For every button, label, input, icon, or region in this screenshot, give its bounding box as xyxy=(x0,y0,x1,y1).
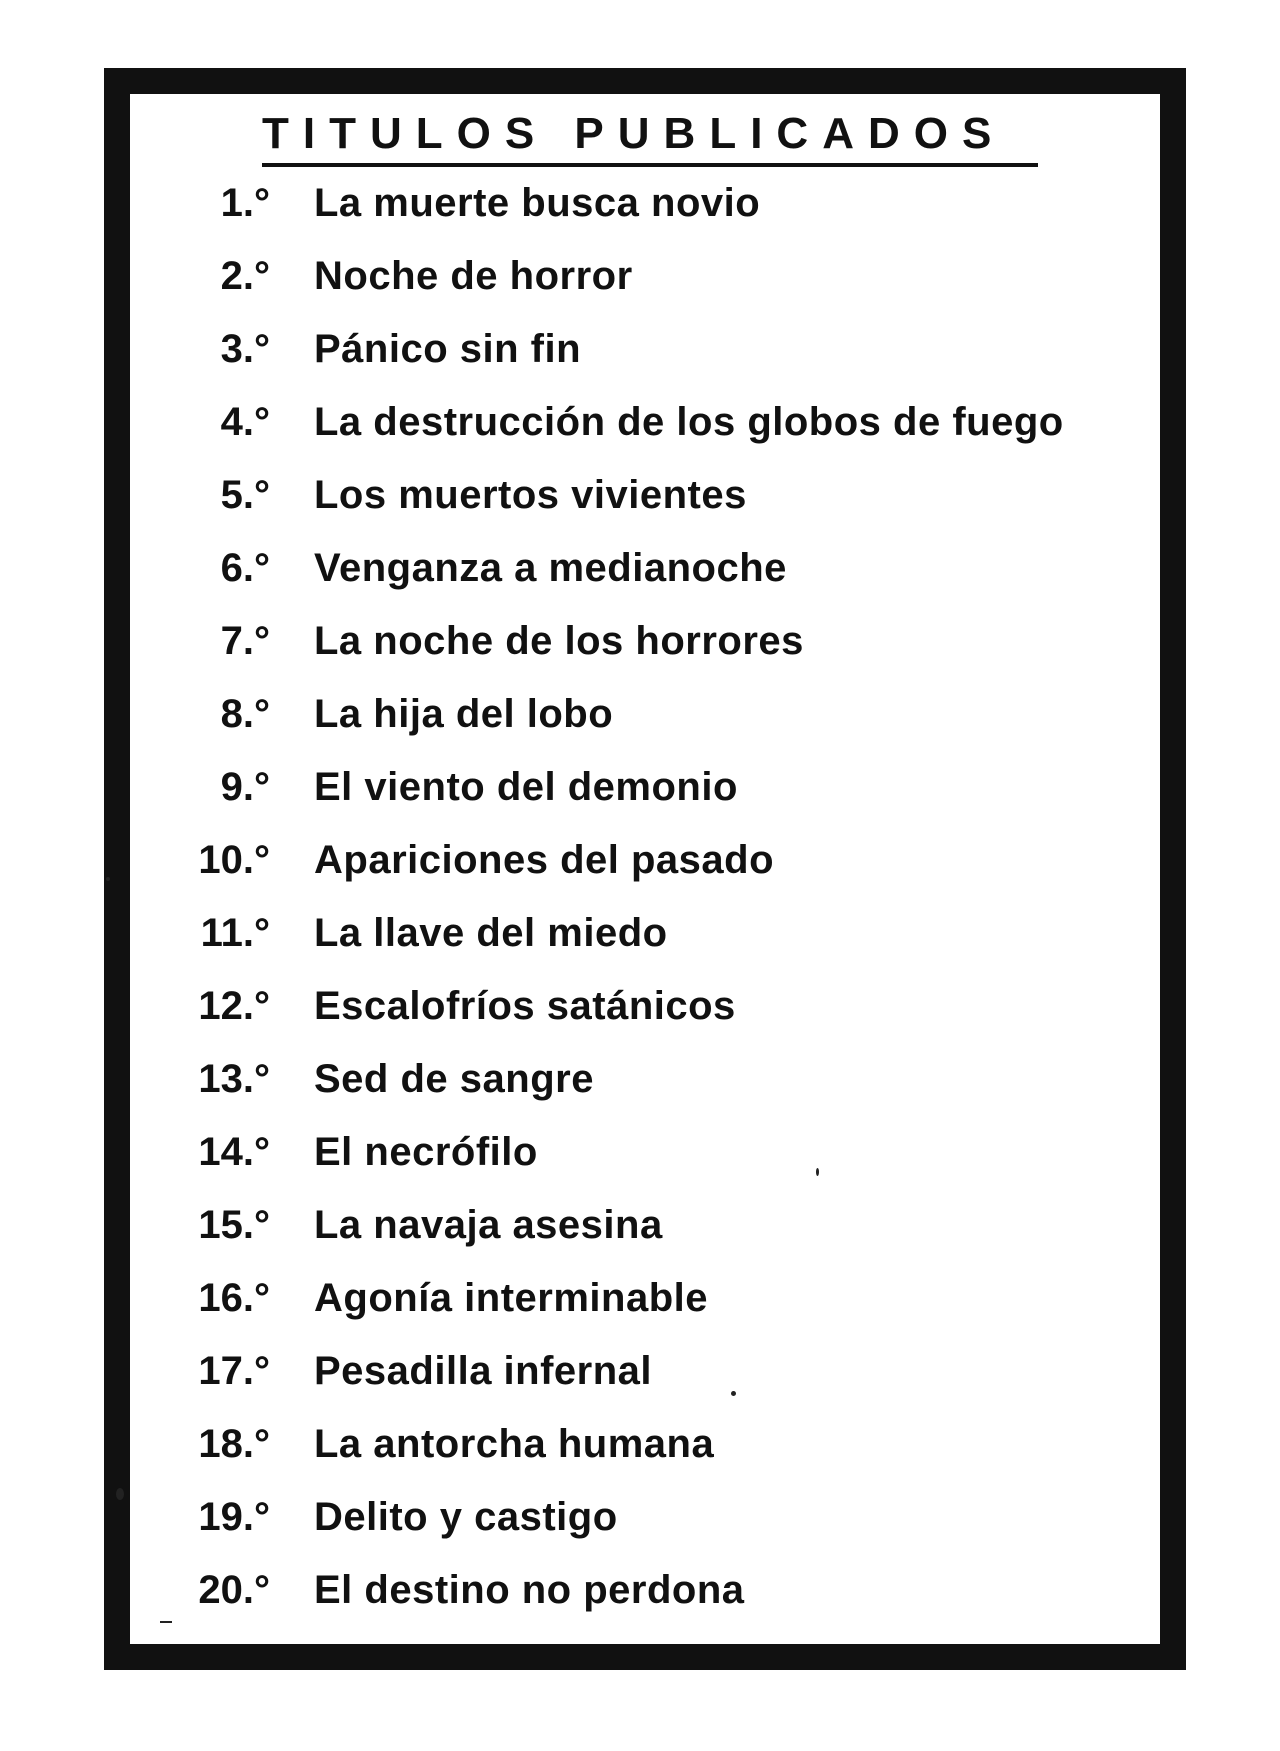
item-number: 11.° xyxy=(200,911,270,955)
item-title: Pánico sin fin xyxy=(314,327,582,371)
item-number: 5.° xyxy=(220,473,270,517)
item-number: 18.° xyxy=(198,1422,270,1466)
list-item xyxy=(170,678,1160,751)
item-number: 10.° xyxy=(198,838,270,882)
item-title: Pesadilla infernal xyxy=(314,1349,653,1393)
item-title: El viento del demonio xyxy=(314,765,738,809)
list-item xyxy=(170,1043,1160,1116)
scan-speck xyxy=(106,877,110,881)
item-title: La destrucción de los globos de fuego xyxy=(314,400,1064,444)
list-item xyxy=(170,1408,1160,1481)
item-title: La muerte busca novio xyxy=(314,181,761,225)
scan-speck xyxy=(816,1168,819,1176)
item-number: 15.° xyxy=(198,1203,270,1247)
item-number: 1.° xyxy=(220,181,270,225)
item-number: 17.° xyxy=(198,1349,270,1393)
list-item xyxy=(170,970,1160,1043)
item-number: 3.° xyxy=(220,327,270,371)
item-title: Noche de horror xyxy=(314,254,633,298)
item-title: La hija del lobo xyxy=(314,692,614,736)
scan-speck xyxy=(116,1488,124,1500)
item-number: 19.° xyxy=(198,1495,270,1539)
list-item xyxy=(170,1262,1160,1335)
item-number: 6.° xyxy=(220,546,270,590)
list-item xyxy=(170,897,1160,970)
list-item xyxy=(170,313,1160,386)
page-title: TITULOS PUBLICADOS xyxy=(262,109,1006,158)
item-title: La noche de los horrores xyxy=(314,619,804,663)
list-item xyxy=(170,1335,1160,1408)
item-number: 13.° xyxy=(198,1057,270,1101)
item-number: 4.° xyxy=(220,400,270,444)
item-title: El necrófilo xyxy=(314,1130,538,1174)
item-number: 12.° xyxy=(198,984,270,1028)
item-title: La antorcha humana xyxy=(314,1422,715,1466)
item-title: Agonía interminable xyxy=(314,1276,708,1320)
list-item xyxy=(170,386,1160,459)
item-title: La navaja asesina xyxy=(314,1203,663,1247)
list-item xyxy=(170,605,1160,678)
scan-speck xyxy=(731,1391,736,1396)
item-title: Delito y castigo xyxy=(314,1495,618,1539)
item-number: 2.° xyxy=(220,254,270,298)
item-title: El destino no perdona xyxy=(314,1568,745,1612)
item-title: Venganza a medianoche xyxy=(314,546,787,590)
list-item xyxy=(170,824,1160,897)
item-title: Sed de sangre xyxy=(314,1057,594,1101)
item-number: 14.° xyxy=(198,1130,270,1174)
item-title: La llave del miedo xyxy=(314,911,668,955)
item-number: 7.° xyxy=(220,619,270,663)
list-item xyxy=(170,1189,1160,1262)
scan-speck xyxy=(160,1621,172,1623)
list-item xyxy=(170,1481,1160,1554)
list-item xyxy=(170,167,1160,240)
item-title: Los muertos vivientes xyxy=(314,473,747,517)
list-item xyxy=(170,751,1160,824)
item-number: 9.° xyxy=(220,765,270,809)
list-item xyxy=(170,459,1160,532)
list-item xyxy=(170,532,1160,605)
item-number: 16.° xyxy=(198,1276,270,1320)
list-item xyxy=(170,1554,1160,1627)
item-number: 20.° xyxy=(198,1568,270,1612)
item-title: Apariciones del pasado xyxy=(314,838,775,882)
item-number: 8.° xyxy=(220,692,270,736)
list-item xyxy=(170,1116,1160,1189)
list-item xyxy=(170,240,1160,313)
titles-list xyxy=(170,167,1160,1627)
item-title: Escalofríos satánicos xyxy=(314,984,736,1028)
